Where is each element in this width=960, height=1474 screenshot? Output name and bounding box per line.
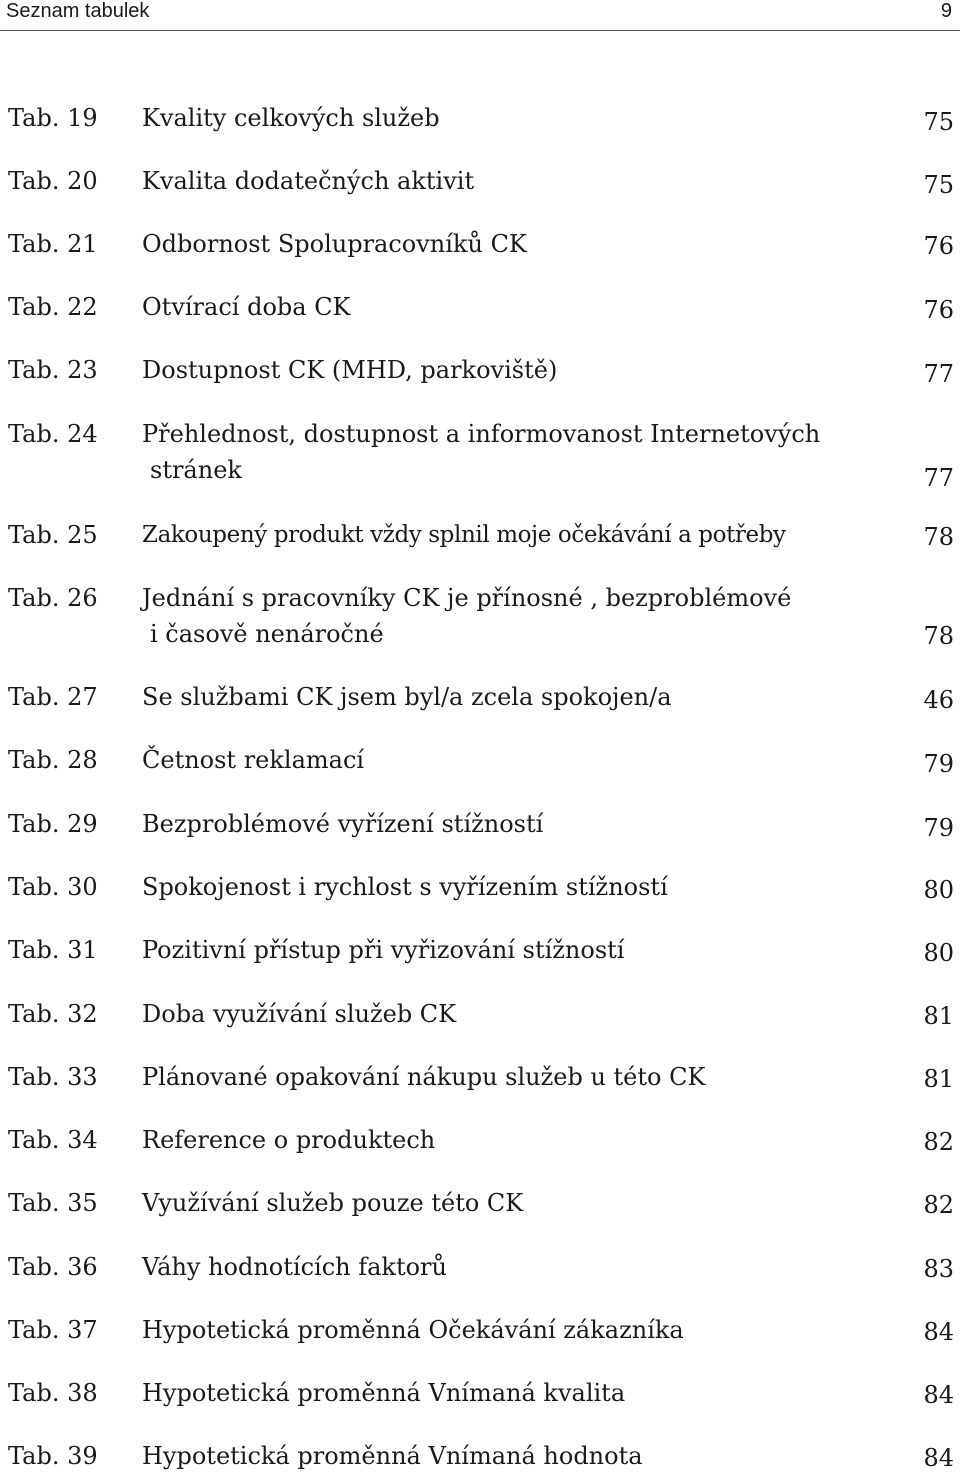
entry-label: Tab. 23 [8, 356, 98, 384]
entry-label: Tab. 19 [8, 104, 98, 132]
entry-label: Tab. 21 [8, 230, 98, 258]
entry-page: 77 [923, 360, 954, 388]
entry-label: Tab. 24 [8, 420, 98, 448]
entry-title: Hypotetická proměnná Vnímaná hodnota [142, 1442, 643, 1470]
entry-title: Kvality celkových služeb [142, 104, 440, 132]
entry-label: Tab. 22 [8, 293, 98, 321]
entry-label: Tab. 35 [8, 1189, 98, 1217]
entry-page: 80 [923, 939, 954, 967]
entry-label: Tab. 32 [8, 1000, 98, 1028]
entry-label: Tab. 39 [8, 1442, 98, 1470]
entry-title-continuation: stránek [150, 456, 242, 484]
header-page-number: 9 [940, 0, 952, 22]
entry-label: Tab. 38 [8, 1379, 98, 1407]
entry-label: Tab. 34 [8, 1126, 98, 1154]
entry-label: Tab. 25 [8, 521, 98, 549]
entry-label: Tab. 20 [8, 167, 98, 195]
entry-title: Pozitivní přístup při vyřizování stížností [142, 936, 625, 964]
entry-page: 82 [923, 1191, 954, 1219]
entry-label: Tab. 37 [8, 1316, 98, 1344]
entry-label: Tab. 28 [8, 746, 98, 774]
entry-page: 75 [923, 108, 954, 136]
entry-title: Plánované opakování nákupu služeb u této CK [142, 1063, 706, 1091]
page-header [0, 0, 960, 31]
entry-title-continuation: i časově nenáročné [150, 620, 384, 648]
header-title: Seznam tabulek [6, 0, 150, 22]
entry-title: Hypotetická proměnná Očekávání zákazníka [142, 1316, 684, 1344]
entry-label: Tab. 31 [8, 936, 98, 964]
entry-title: Četnost reklamací [142, 746, 365, 774]
entry-label: Tab. 33 [8, 1063, 98, 1091]
entry-title: Zakoupený produkt vždy splnil moje očekávání a potřeby [142, 522, 786, 548]
entry-page: 82 [923, 1128, 954, 1156]
entry-page: 79 [923, 750, 954, 778]
entry-title: Váhy hodnotících faktorů [142, 1253, 447, 1281]
entry-title: Přehlednost, dostupnost a informovanost Internetových [142, 420, 821, 448]
entry-label: Tab. 26 [8, 584, 98, 612]
entry-label: Tab. 30 [8, 873, 98, 901]
entry-title: Doba využívání služeb CK [142, 1000, 457, 1028]
entry-page: 83 [923, 1255, 954, 1283]
entry-page: 81 [923, 1065, 954, 1093]
entry-page: 75 [923, 171, 954, 199]
entry-label: Tab. 29 [8, 810, 98, 838]
entry-page: 46 [923, 686, 954, 714]
entry-page: 84 [923, 1381, 954, 1409]
entry-page: 84 [923, 1318, 954, 1346]
entry-label: Tab. 27 [8, 683, 98, 711]
entry-page: 77 [923, 464, 954, 492]
entry-page: 79 [923, 814, 954, 842]
entry-page: 78 [923, 622, 954, 650]
entry-page: 80 [923, 876, 954, 904]
entry-title: Jednání s pracovníky CK je přínosné , bezproblémové [142, 584, 792, 612]
entry-title: Využívání služeb pouze této CK [142, 1189, 524, 1217]
entry-title: Spokojenost i rychlost s vyřízením stížností [142, 873, 668, 901]
entry-page: 78 [923, 523, 954, 551]
entry-title: Dostupnost CK (MHD, parkoviště) [142, 356, 558, 384]
entry-title: Se službami CK jsem byl/a zcela spokojen/a [142, 683, 672, 711]
entry-title: Otvírací doba CK [142, 293, 351, 321]
entry-title: Reference o produktech [142, 1126, 436, 1154]
entry-title: Kvalita dodatečných aktivit [142, 167, 475, 195]
entry-page: 76 [923, 296, 954, 324]
entry-title: Hypotetická proměnná Vnímaná kvalita [142, 1379, 626, 1407]
entry-title: Bezproblémové vyřízení stížností [142, 810, 544, 838]
toc-entry-tab-26[interactable] [0, 582, 960, 654]
entry-label: Tab. 36 [8, 1253, 98, 1281]
entry-page: 84 [923, 1444, 954, 1472]
entry-page: 81 [923, 1002, 954, 1030]
entry-title: Odbornost Spolupracovníků CK [142, 230, 527, 258]
entry-page: 76 [923, 232, 954, 260]
toc-entry-tab-24[interactable] [0, 418, 960, 490]
